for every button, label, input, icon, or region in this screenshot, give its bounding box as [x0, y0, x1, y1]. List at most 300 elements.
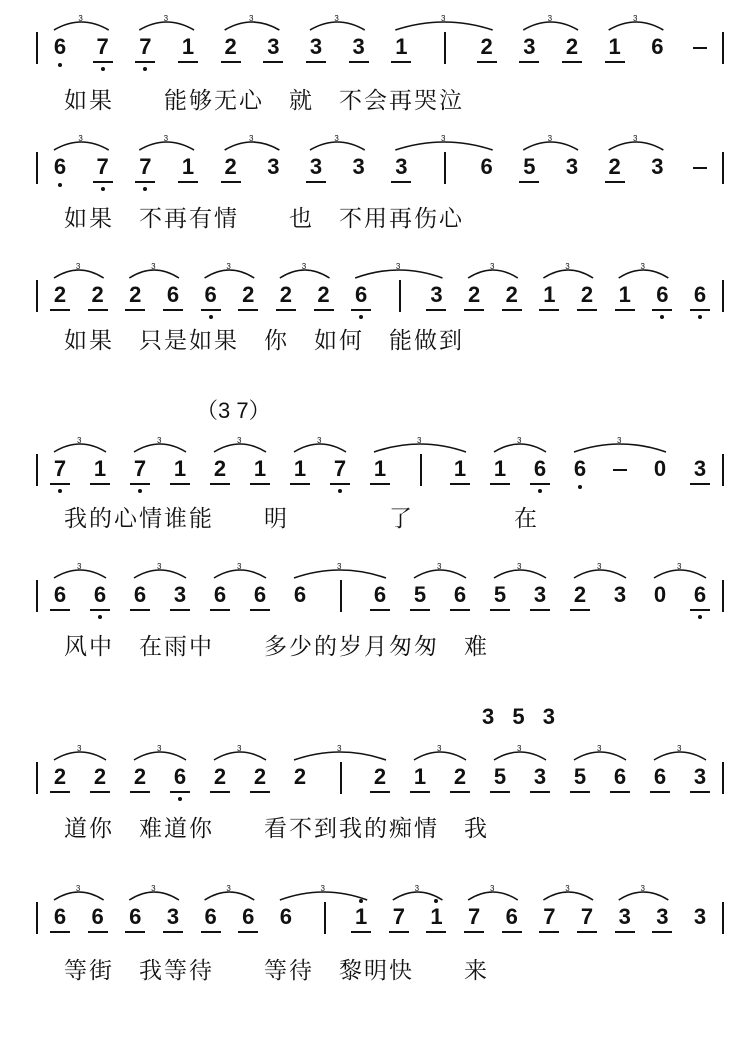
note-digit: 1 [181, 34, 195, 59]
slur [205, 270, 255, 278]
note-digit: 6 [573, 456, 587, 481]
note-digit: 2 [480, 34, 493, 59]
slur [225, 22, 280, 30]
slur [54, 892, 104, 900]
note-digit: 2 [242, 282, 255, 307]
note-digit: 7 [580, 904, 594, 929]
note-digit: 5 [413, 582, 427, 607]
eighth-underline [250, 791, 270, 793]
eighth-underline [570, 609, 590, 611]
eighth-underline [650, 791, 670, 793]
note-digit: 2 [505, 282, 518, 307]
note-digit: 6 [53, 904, 67, 929]
grace-notes: （3 7） [196, 398, 271, 423]
note-digit: 6 [480, 154, 493, 179]
note-digit: 6 [279, 904, 292, 929]
note-digit: 6 [129, 904, 142, 929]
slur [395, 142, 492, 150]
note-digit: 2 [224, 34, 237, 59]
note-digit: 7 [139, 154, 152, 179]
eighth-underline [221, 181, 241, 183]
slur [494, 570, 546, 578]
slur [574, 570, 626, 578]
note-digit: 0 [653, 456, 667, 481]
note-digit: 2 [213, 764, 227, 789]
note-digit: 2 [53, 282, 67, 307]
eighth-underline [50, 791, 70, 793]
triplet-mark: 3 [334, 14, 339, 23]
slur [414, 570, 466, 578]
note-digit: 3 [693, 764, 707, 789]
note-digit: 5 [493, 764, 507, 789]
slur [294, 444, 346, 452]
triplet-mark: 3 [237, 562, 242, 571]
slur [468, 892, 518, 900]
eighth-underline [163, 931, 183, 933]
triplet-mark: 3 [226, 262, 231, 271]
note-digit: 6 [213, 582, 227, 607]
eighth-underline [276, 309, 296, 311]
triplet-mark: 3 [565, 262, 570, 271]
slur [609, 142, 664, 150]
eighth-underline [88, 309, 108, 311]
note-digit: 1 [253, 456, 267, 481]
slur [54, 142, 109, 150]
note-digit: 6 [651, 34, 664, 59]
low-octave-dot [698, 315, 702, 319]
barline-end [722, 454, 724, 486]
barline-end [722, 32, 724, 64]
barline-start [36, 454, 38, 486]
note-digit: 3 [352, 154, 365, 179]
eighth-underline [690, 791, 710, 793]
low-octave-dot [58, 63, 62, 67]
eighth-underline [201, 931, 221, 933]
low-octave-dot [698, 615, 702, 619]
note-digit: 6 [453, 582, 467, 607]
note-digit: 1 [293, 456, 307, 481]
slur [654, 752, 706, 760]
note-digit: 2 [91, 282, 104, 307]
slur [574, 444, 666, 452]
eighth-underline [502, 309, 522, 311]
triplet-mark: 3 [157, 562, 162, 571]
note-digit: 6 [693, 582, 707, 607]
lyric-line-1: 如果 能够无心 就 不会再哭泣 [64, 88, 464, 114]
note-digit: 2 [580, 282, 594, 307]
eighth-underline [410, 609, 430, 611]
slur [574, 752, 626, 760]
note-digit: 7 [392, 904, 405, 929]
eighth-underline [539, 309, 559, 311]
slur [619, 892, 669, 900]
triplet-mark: 3 [163, 14, 169, 23]
slur [654, 570, 706, 578]
note-digit: 7 [133, 456, 147, 481]
eighth-underline [170, 609, 190, 611]
eighth-underline [490, 791, 510, 793]
slur [214, 444, 266, 452]
eighth-underline [490, 483, 510, 485]
note-digit: 3 [173, 582, 187, 607]
triplet-mark: 3 [75, 884, 81, 893]
eighth-underline [502, 931, 522, 933]
note-digit: 1 [395, 34, 408, 59]
triplet-mark: 3 [249, 134, 254, 143]
eighth-underline [577, 931, 597, 933]
note-digit: 2 [373, 764, 387, 789]
triplet-mark: 3 [237, 744, 242, 753]
low-octave-dot [338, 489, 342, 493]
eighth-underline [170, 791, 190, 793]
eighth-underline [477, 61, 497, 63]
triplet-mark: 3 [320, 884, 325, 893]
note-digit: 7 [53, 456, 67, 481]
note-digit: 3 [267, 154, 280, 179]
slur [395, 22, 492, 30]
triplet-mark: 3 [565, 884, 570, 893]
eighth-underline [610, 791, 630, 793]
eighth-underline [250, 483, 270, 485]
slur [494, 752, 546, 760]
triplet-mark: 3 [395, 262, 401, 271]
note-digit: 3 [533, 582, 547, 607]
eighth-underline [178, 181, 198, 183]
triplet-mark: 3 [337, 562, 342, 571]
eighth-underline [210, 791, 230, 793]
barline-end [722, 580, 724, 612]
lyric-line-2: 如果 不再有情 也 不用再伤心 [64, 206, 464, 232]
note-digit: 2 [453, 764, 467, 789]
slur [214, 570, 266, 578]
eighth-underline [90, 483, 110, 485]
note-digit: 6 [253, 582, 267, 607]
low-octave-dot [58, 183, 62, 187]
note-digit: 6 [293, 582, 307, 607]
note-digit: 2 [129, 282, 142, 307]
eighth-underline [605, 181, 625, 183]
eighth-underline [88, 931, 108, 933]
triplet-mark: 3 [78, 14, 83, 23]
note-digit: 3 [166, 904, 180, 929]
note-digit: 1 [618, 282, 631, 307]
eighth-underline [93, 61, 113, 63]
eighth-underline [389, 931, 409, 933]
note-digit: 3 [430, 282, 443, 307]
eighth-underline [130, 609, 150, 611]
eighth-underline [50, 483, 70, 485]
eighth-underline [50, 309, 70, 311]
triplet-mark: 3 [77, 744, 82, 753]
triplet-mark: 3 [633, 134, 638, 143]
sustain-dash [693, 47, 707, 49]
eighth-underline [615, 309, 635, 311]
note-digit: 3 [693, 456, 707, 481]
note-digit: 6 [613, 764, 627, 789]
note-digit: 5 [573, 764, 587, 789]
slur [543, 270, 593, 278]
note-digit: 6 [533, 456, 547, 481]
eighth-underline [652, 309, 672, 311]
barline [444, 32, 446, 64]
slur [310, 22, 365, 30]
slur [134, 752, 186, 760]
slur [494, 444, 546, 452]
triplet-mark: 3 [157, 744, 162, 753]
eighth-underline [577, 309, 597, 311]
note-digit: 7 [543, 904, 556, 929]
eighth-underline [238, 931, 258, 933]
triplet-mark: 3 [77, 562, 82, 571]
low-octave-dot [209, 315, 213, 319]
slur [280, 270, 330, 278]
triplet-mark: 3 [414, 884, 420, 893]
triplet-mark: 3 [517, 744, 522, 753]
note-digit: 1 [608, 34, 621, 59]
triplet-mark: 3 [78, 134, 83, 143]
triplet-mark: 3 [441, 134, 446, 143]
slur [543, 892, 593, 900]
eighth-underline [50, 931, 70, 933]
barline-end [722, 280, 724, 312]
low-octave-dot [101, 67, 105, 71]
slur [139, 22, 194, 30]
note-digit: 6 [242, 904, 255, 929]
barline [444, 152, 446, 184]
eighth-underline [690, 609, 710, 611]
triplet-mark: 3 [489, 262, 495, 271]
note-digit: 3 [656, 904, 669, 929]
barline [420, 454, 422, 486]
note-digit: 6 [53, 154, 67, 179]
slur [129, 892, 179, 900]
note-digit: 6 [93, 582, 107, 607]
slur [374, 444, 466, 452]
barline-start [36, 580, 38, 612]
eighth-underline [178, 61, 198, 63]
note-digit: 6 [91, 904, 104, 929]
slur [134, 570, 186, 578]
slur [294, 570, 386, 578]
slur [414, 752, 466, 760]
eighth-underline [370, 609, 390, 611]
low-octave-dot [578, 485, 582, 489]
note-digit: 6 [53, 34, 67, 59]
note-digit: 2 [608, 154, 621, 179]
note-digit: 3 [693, 904, 707, 929]
eighth-underline [519, 181, 539, 183]
eighth-underline [170, 483, 190, 485]
note-digit: 3 [309, 34, 323, 59]
eighth-underline [450, 609, 470, 611]
eighth-underline [464, 309, 484, 311]
barline [399, 280, 401, 312]
note-digit: 6 [505, 904, 518, 929]
low-octave-dot [138, 489, 142, 493]
note-digit: 6 [656, 282, 669, 307]
note-digit: 2 [53, 764, 67, 789]
eighth-underline [201, 309, 221, 311]
slur [468, 270, 518, 278]
upper-variant: 3 5 3 [482, 704, 561, 729]
note-digit: 2 [565, 34, 579, 59]
eighth-underline [263, 61, 283, 63]
note-digit: 6 [133, 582, 147, 607]
triplet-mark: 3 [151, 262, 156, 271]
sustain-dash [613, 469, 627, 471]
note-digit: 2 [279, 282, 292, 307]
triplet-mark: 3 [677, 562, 682, 571]
note-digit: 6 [653, 764, 667, 789]
triplet-mark: 3 [249, 14, 254, 23]
triplet-mark: 3 [226, 884, 231, 893]
slur [523, 142, 578, 150]
note-digit: 1 [453, 456, 467, 481]
eighth-underline [349, 61, 369, 63]
note-digit: 6 [204, 282, 217, 307]
note-digit: 5 [493, 582, 507, 607]
eighth-underline [605, 61, 625, 63]
eighth-underline [450, 483, 470, 485]
triplet-mark: 3 [417, 436, 422, 445]
barline-start [36, 762, 38, 794]
barline [324, 902, 326, 934]
barline-start [36, 902, 38, 934]
eighth-underline [370, 483, 390, 485]
eighth-underline [314, 309, 334, 311]
triplet-mark: 3 [517, 436, 522, 445]
eighth-underline [530, 791, 550, 793]
slur [523, 22, 578, 30]
eighth-underline [570, 791, 590, 793]
eighth-underline [351, 309, 371, 311]
note-digit: 1 [355, 904, 368, 929]
slur [54, 752, 106, 760]
eighth-underline [238, 309, 258, 311]
slur [54, 570, 106, 578]
note-digit: 3 [352, 34, 365, 59]
note-digit: 1 [493, 456, 507, 481]
eighth-underline [221, 61, 241, 63]
eighth-underline [330, 483, 350, 485]
note-digit: 3 [267, 34, 280, 59]
eighth-underline [391, 181, 411, 183]
eighth-underline [351, 931, 371, 933]
note-digit: 2 [224, 154, 237, 179]
note-digit: 6 [166, 282, 180, 307]
eighth-underline [450, 791, 470, 793]
low-octave-dot [98, 615, 102, 619]
eighth-underline [490, 609, 510, 611]
triplet-mark: 3 [489, 884, 495, 893]
barline-end [722, 762, 724, 794]
slur [609, 22, 664, 30]
eighth-underline [135, 181, 155, 183]
note-digit: 2 [317, 282, 330, 307]
eighth-underline [50, 609, 70, 611]
slur [129, 270, 179, 278]
eighth-underline [210, 483, 230, 485]
note-digit: 2 [573, 582, 587, 607]
note-digit: 7 [96, 34, 109, 59]
lyric-line-4: 我的心情谁能 明 了 在 [64, 506, 539, 532]
note-digit: 5 [523, 154, 536, 179]
eighth-underline [690, 309, 710, 311]
note-digit: 3 [651, 154, 664, 179]
slur [619, 270, 669, 278]
note-digit: 3 [309, 154, 323, 179]
note-digit: 6 [355, 282, 368, 307]
eighth-underline [135, 61, 155, 63]
eighth-underline [250, 609, 270, 611]
note-digit: 6 [373, 582, 387, 607]
eighth-underline [426, 309, 446, 311]
eighth-underline [90, 791, 110, 793]
note-digit: 6 [204, 904, 217, 929]
triplet-mark: 3 [441, 14, 446, 23]
eighth-underline [530, 483, 550, 485]
note-digit: 1 [430, 904, 443, 929]
triplet-mark: 3 [677, 744, 682, 753]
slur [294, 752, 386, 760]
triplet-mark: 3 [317, 436, 322, 445]
note-digit: 2 [213, 456, 227, 481]
eighth-underline [562, 61, 582, 63]
note-digit: 1 [173, 456, 187, 481]
note-digit: 0 [653, 582, 667, 607]
barline-start [36, 280, 38, 312]
lyric-line-6: 道你 难道你 看不到我的痴情 我 [64, 816, 489, 842]
eighth-underline [130, 791, 150, 793]
triplet-mark: 3 [437, 744, 442, 753]
triplet-mark: 3 [151, 884, 156, 893]
low-octave-dot [101, 187, 105, 191]
eighth-underline [391, 61, 411, 63]
note-digit: 1 [181, 154, 195, 179]
triplet-mark: 3 [75, 262, 81, 271]
lyric-line-3: 如果 只是如果 你 如何 能做到 [64, 328, 464, 354]
slur [225, 142, 280, 150]
eighth-underline [90, 609, 110, 611]
note-digit: 7 [467, 904, 481, 929]
eighth-underline [426, 931, 446, 933]
triplet-mark: 3 [640, 884, 645, 893]
slur [205, 892, 255, 900]
note-digit: 3 [618, 904, 631, 929]
low-octave-dot [58, 489, 62, 493]
eighth-underline [690, 483, 710, 485]
triplet-mark: 3 [157, 436, 162, 445]
barline [340, 580, 342, 612]
triplet-mark: 3 [597, 744, 602, 753]
triplet-mark: 3 [77, 436, 82, 445]
eighth-underline [464, 931, 484, 933]
triplet-mark: 3 [163, 134, 169, 143]
low-octave-dot [178, 797, 182, 801]
note-digit: 6 [173, 764, 187, 789]
triplet-mark: 3 [617, 436, 622, 445]
barline [340, 762, 342, 794]
slur [214, 752, 266, 760]
eighth-underline [125, 931, 145, 933]
note-digit: 1 [373, 456, 387, 481]
note-digit: 3 [395, 154, 408, 179]
note-digit: 2 [93, 764, 107, 789]
eighth-underline [290, 483, 310, 485]
eighth-underline [519, 61, 539, 63]
note-digit: 7 [139, 34, 152, 59]
slur [355, 270, 442, 278]
